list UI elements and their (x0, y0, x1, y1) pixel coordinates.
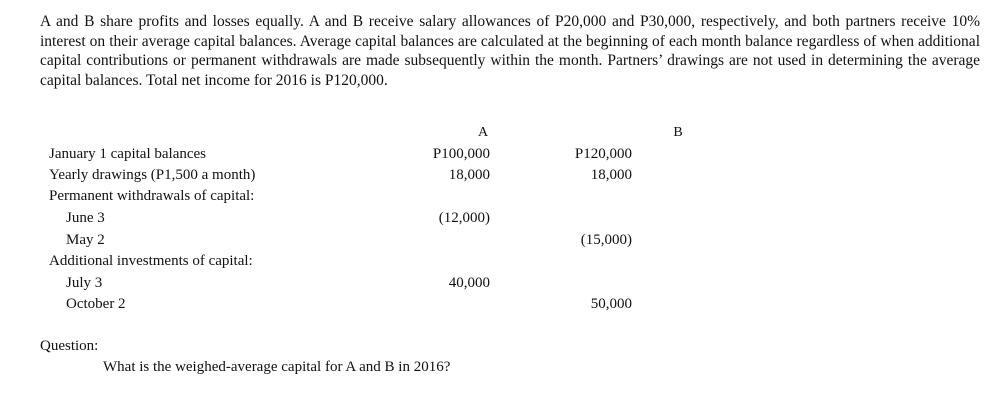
cell-b-may2: (15,000) (580, 232, 632, 248)
cell-b-october2: 50,000 (590, 296, 632, 312)
row-label-october2: October 2 (66, 296, 126, 312)
column-header-a: A (477, 125, 489, 140)
row-label-additional-investments: Additional investments of capital: (49, 253, 253, 269)
column-header-b: B (673, 125, 683, 140)
cell-a-july3: 40,000 (448, 275, 490, 291)
cell-a-yearly-drawings: 18,000 (448, 167, 490, 183)
question-text: What is the weighed-average capital for A and B in 2016? (103, 359, 451, 375)
row-label-july3: July 3 (66, 275, 103, 291)
cell-a-jan1-capital: P100,000 (432, 146, 490, 162)
row-label-jan1-capital: January 1 capital balances (49, 146, 207, 162)
row-label-permanent-withdrawals: Permanent withdrawals of capital: (49, 188, 255, 204)
row-label-may2: May 2 (66, 232, 105, 248)
row-label-june3: June 3 (66, 210, 105, 226)
cell-b-yearly-drawings: 18,000 (590, 167, 632, 183)
row-label-yearly-drawings: Yearly drawings (P1,500 a month) (49, 167, 256, 183)
question-label: Question: (40, 338, 99, 354)
problem-paragraph: A and B share profits and losses equally. A and B receive salary allowances of P20,000 and P30,000, respectively, and both partners receive 10% interest on their average capital balances. Average capital balances are calculated at the beginning of each month balance regardless of when additional capital contributions or permanent withdrawals are made subsequently within the month. Partners’ drawings are not used in determining the average capital balances. Total net income for 2016 is P120,000. (40, 13, 980, 89)
cell-b-jan1-capital: P120,000 (574, 146, 632, 162)
cell-a-june3: (12,000) (438, 210, 490, 226)
